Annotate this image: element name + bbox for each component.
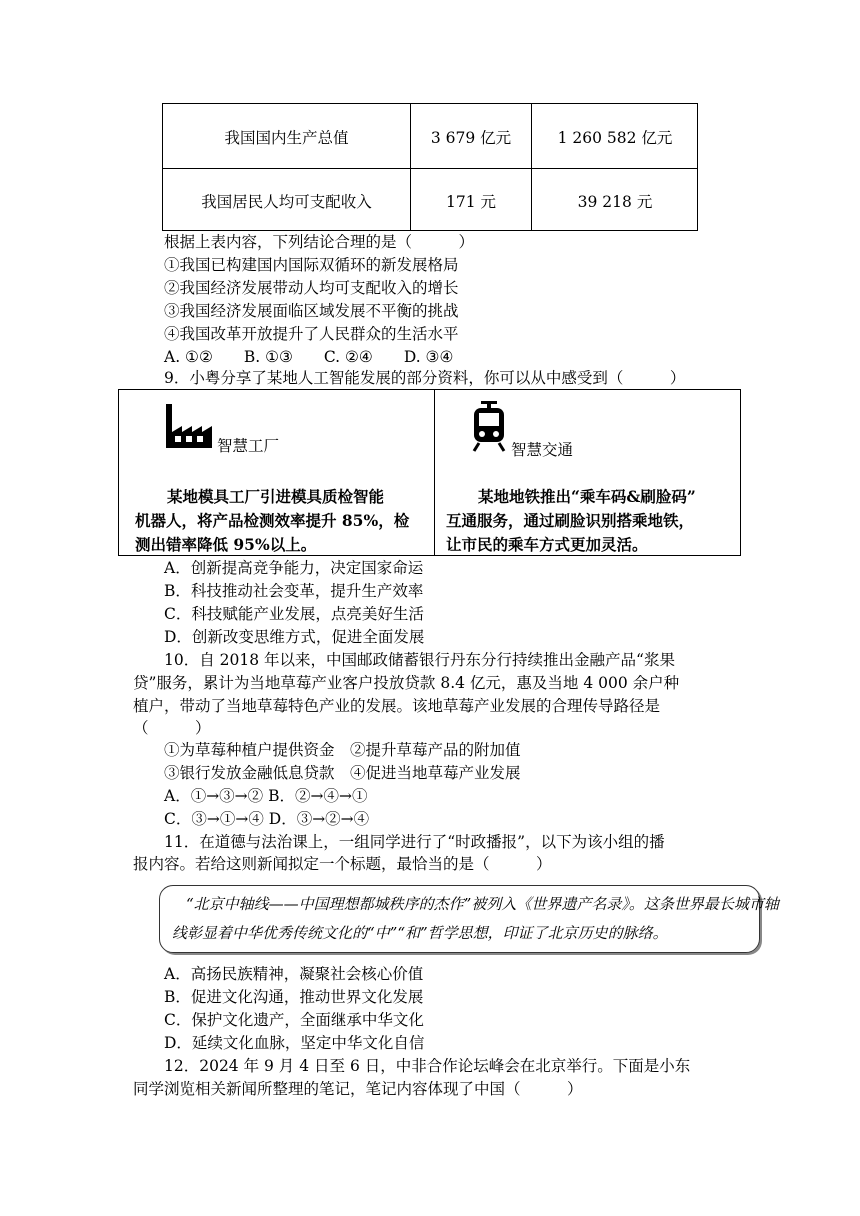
answer-option: C．保护文化遗产，全面继承中华文化	[164, 1011, 424, 1029]
statement-item: ①我国已构建国内国际双循环的新发展格局	[164, 256, 459, 274]
question-stem: （ ）	[133, 719, 211, 737]
question-stem: 9．小粤分享了某地人工智能发展的部分资料，你可以从中感受到（ ）	[164, 369, 686, 387]
question-stem: 贷”服务，累计为当地草莓产业客户投放贷款 8.4 亿元，惠及当地 4 000 余户种	[133, 674, 680, 692]
data-table	[162, 103, 698, 231]
news-box	[159, 885, 779, 953]
statement-item: ③银行发放金融低息贷款 ④促进当地草莓产业发展	[164, 764, 521, 782]
table-cell: 我国国内生产总值	[224, 129, 349, 147]
answer-options: C．③→①→④ D．③→②→④	[164, 810, 370, 828]
question-stem: 同学浏览相关新闻所整理的笔记，笔记内容体现了中国（ ）	[133, 1080, 583, 1098]
box-title: 智慧工厂	[217, 437, 280, 455]
answer-option: B．科技推动社会变革，提升生产效率	[164, 582, 424, 600]
question-stem: 植户，带动了当地草莓特色产业的发展。该地草莓产业发展的合理传导路径是	[133, 697, 661, 715]
question-stem: 报内容。若给这则新闻拟定一个标题，最恰当的是（ ）	[133, 855, 552, 873]
table-cell: 171 元	[445, 193, 496, 211]
table-cell: 39 218 元	[577, 193, 653, 211]
table-cell: 3 679 亿元	[430, 129, 512, 147]
factory-icon	[164, 402, 214, 450]
question-stem: 10．自 2018 年以来，中国邮政储蓄银行丹东分行持续推出金融产品“浆果	[164, 651, 675, 669]
statement-item: ①为草莓种植户提供资金 ②提升草莓产品的附加值	[164, 741, 521, 759]
answer-option: A．创新提高竞争能力，决定国家命运	[164, 559, 424, 577]
box-text: 让市民的乘车方式更加灵活。	[446, 535, 648, 554]
news-text: 线彰显着中华优秀传统文化的“中”“和”哲学思想，印证了北京历史的脉络。	[172, 924, 668, 942]
answer-options: A. ①② B. ①③ C. ②④ D. ③④	[164, 348, 454, 366]
answer-options: A．①→③→② B．②→④→①	[164, 787, 368, 805]
box-title: 智慧交通	[511, 441, 574, 459]
statement-item: ④我国改革开放提升了人民群众的生活水平	[164, 325, 459, 343]
table-cell: 1 260 582 亿元	[557, 129, 673, 147]
box-text: 测出错率降低 95%以上。	[135, 535, 317, 554]
question-stem: 11．在道德与法治课上，一组同学进行了“时政播报”，以下为该小组的播	[164, 833, 665, 851]
question-stem: 根据上表内容，下列结论合理的是（ ）	[164, 233, 475, 251]
answer-option: D．创新改变思维方式，促进全面发展	[164, 628, 425, 646]
box-text: 某地地铁推出“乘车码&刷脸码”	[478, 487, 696, 506]
statement-item: ③我国经济发展面临区域发展不平衡的挑战	[164, 302, 459, 320]
question-stem: 12．2024 年 9 月 4 日至 6 日，中非合作论坛峰会在北京举行。下面是小东	[164, 1057, 691, 1075]
train-icon	[471, 400, 507, 452]
box-text: 机器人，将产品检测效率提升 85%，检	[135, 511, 410, 530]
answer-option: A．高扬民族精神，凝聚社会核心价值	[164, 965, 424, 983]
table-cell: 我国居民人均可支配收入	[201, 193, 372, 211]
box-text: 某地模具工厂引进模具质检智能	[167, 487, 385, 506]
answer-option: C．科技赋能产业发展，点亮美好生活	[164, 605, 424, 623]
material-box	[118, 389, 741, 556]
statement-item: ②我国经济发展带动人均可支配收入的增长	[164, 279, 459, 297]
news-text: “北京中轴线——中国理想都城秩序的杰作”被列入《世界遗产名录》。这条世界最长城市轴	[186, 895, 779, 913]
box-text: 互通服务，通过刷脸识别搭乘地铁，	[446, 511, 695, 530]
answer-option: D．延续文化血脉，坚定中华文化自信	[164, 1034, 425, 1052]
answer-option: B．促进文化沟通，推动世界文化发展	[164, 988, 424, 1006]
